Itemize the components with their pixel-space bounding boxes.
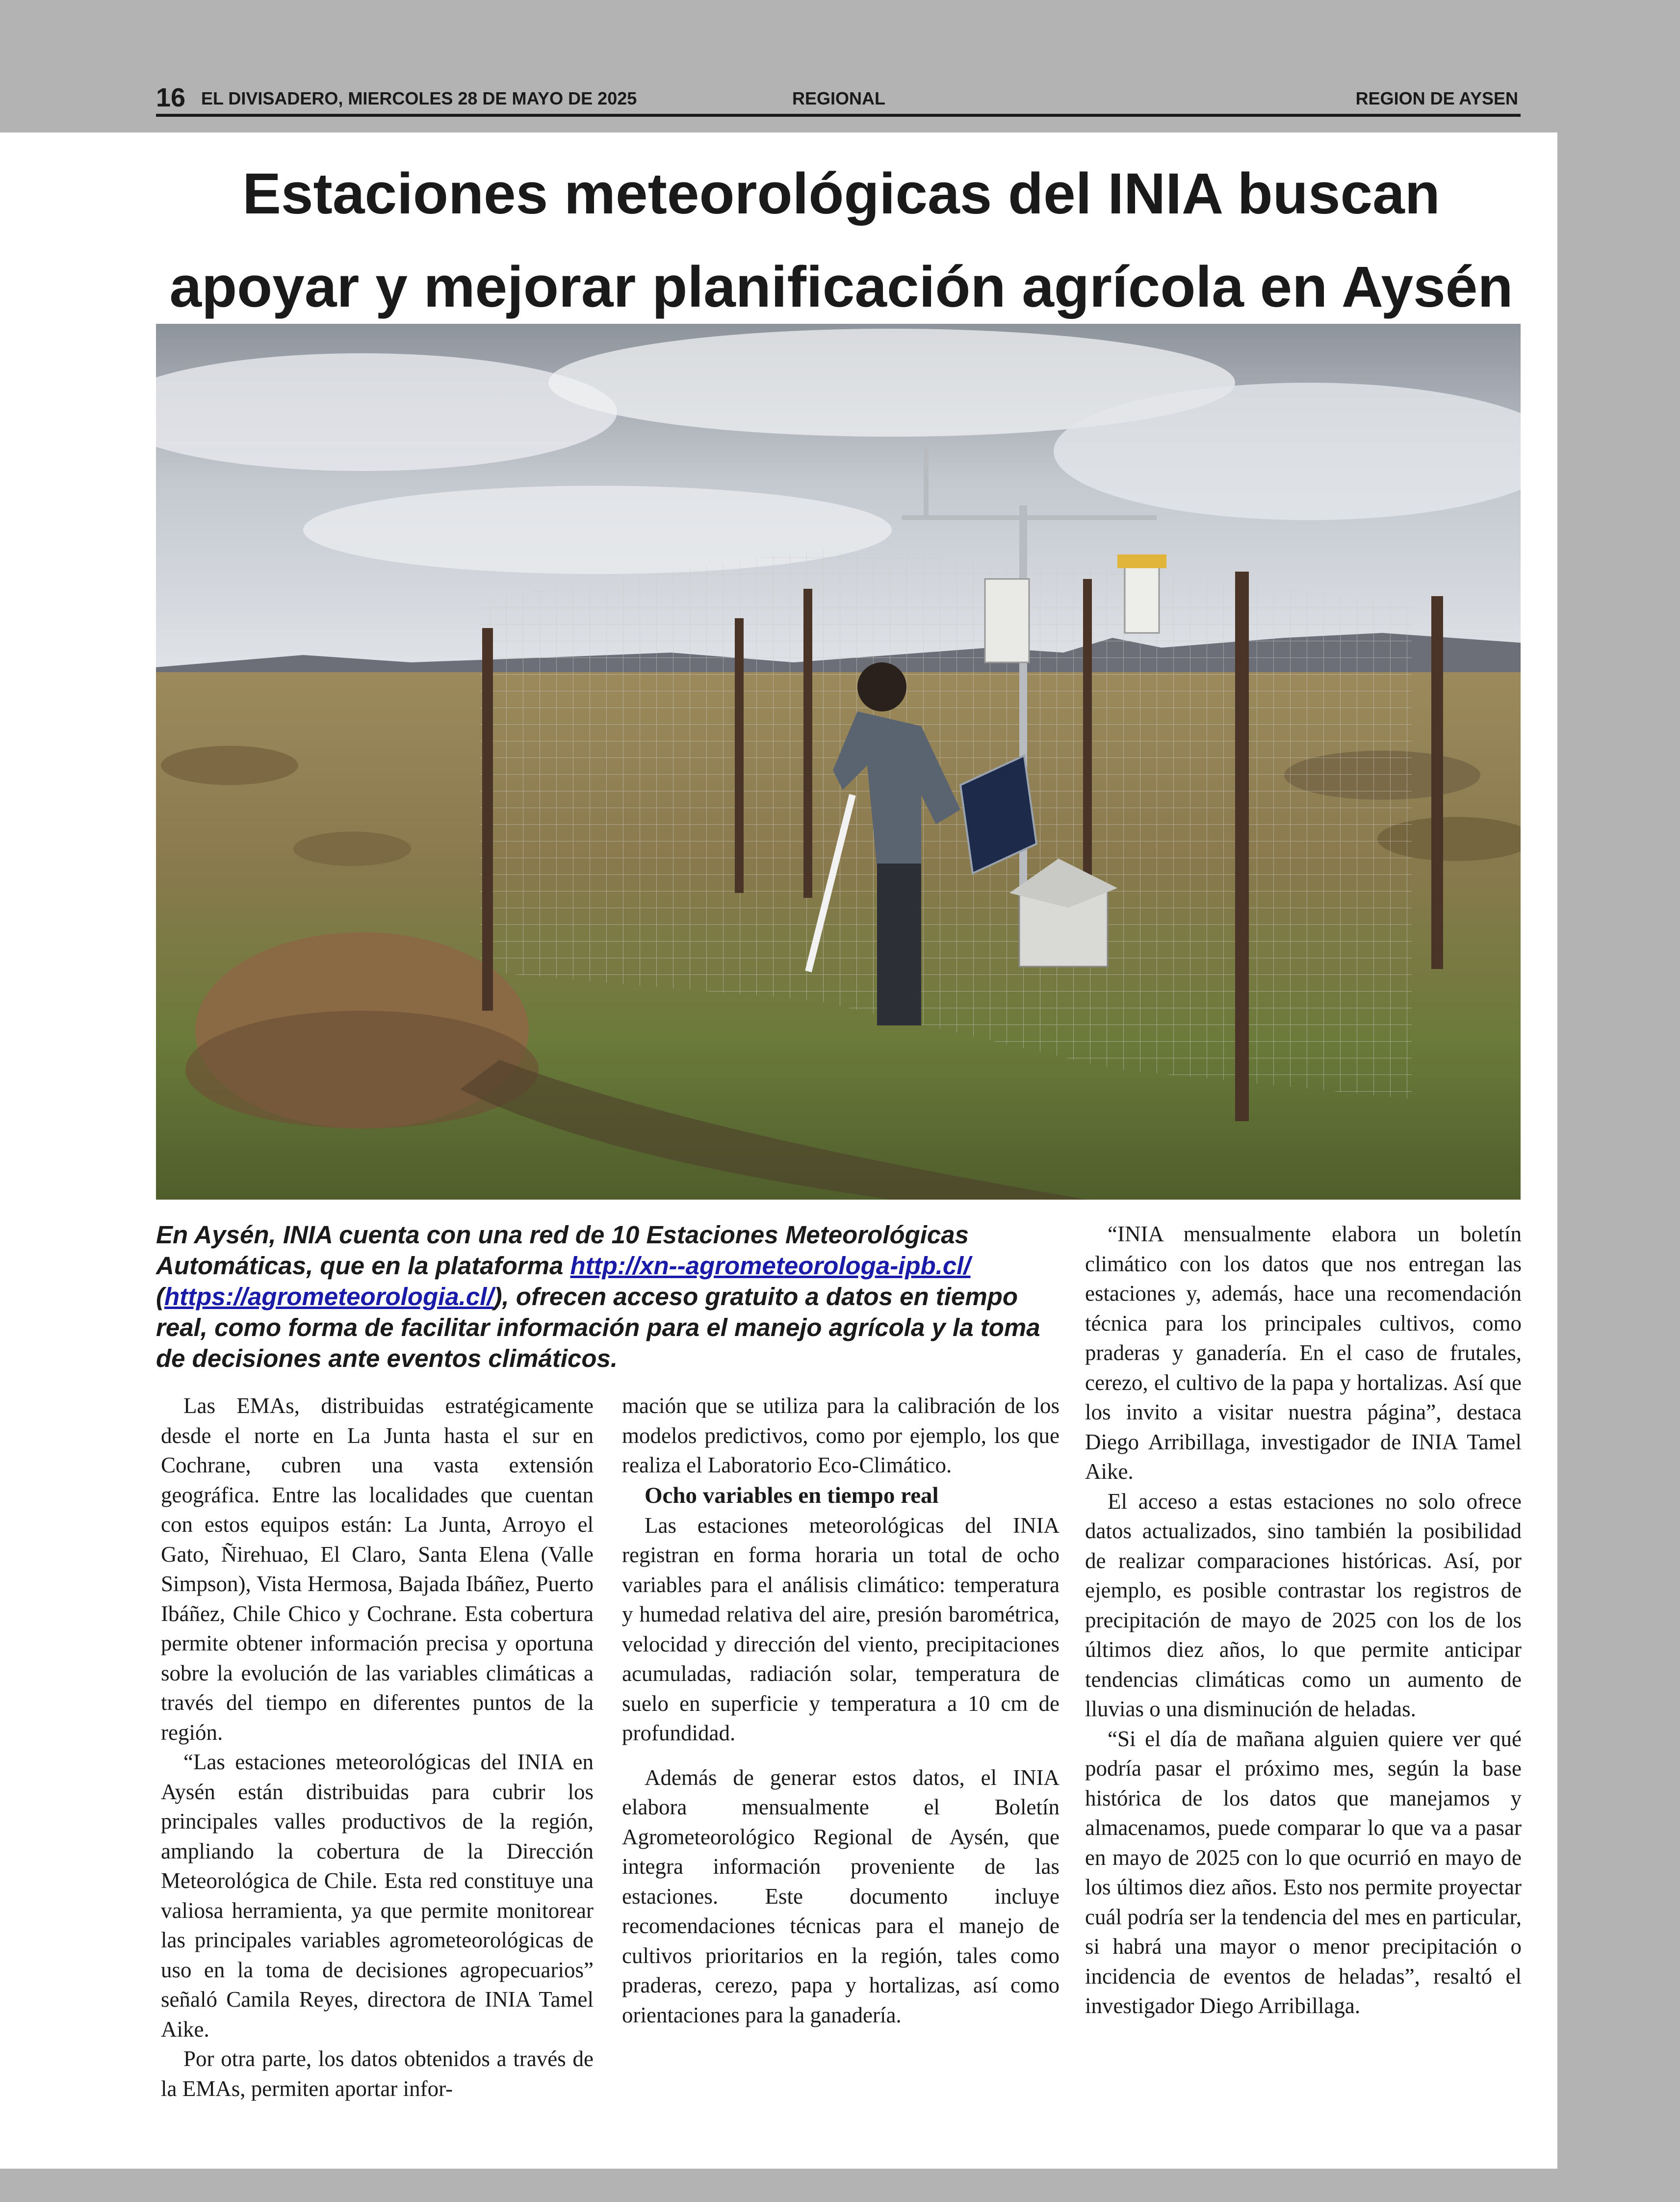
rain-gauge-top	[1117, 554, 1166, 568]
anemometer-pole	[924, 446, 929, 520]
agrometeorologia-punycode-link[interactable]: http://xn--agrometeorologa-ipb.cl/	[570, 1252, 971, 1280]
headline-line-2: apoyar y mejorar planificación agrícola en Aysén	[169, 255, 1513, 319]
section-label: REGIONAL	[792, 88, 886, 108]
foreground-mound-shadow	[185, 1011, 539, 1128]
caption-text-between: (	[156, 1283, 164, 1311]
headline-line-1: Estaciones meteorológicas del INIA buscan	[242, 161, 1440, 226]
paragraph: Las EMAs, distribuidas estratégicamente desde el norte en La Junta hasta el sur en Cochrane, cubren una vasta extensión geográfica. Entre las localidades que cuentan con estos equipos están: La Junta, Arroyo el Gato, Ñirehuao, El Claro, Santa Elena (Valle Simpson), Vista Hermosa, Bajada Ibáñez, Puerto Ibáñez, Chile Chico y Cochrane. Esta cobertura permite obtener información precisa y oportuna sobre la evolución de las variables climáticas a través del tiempo en diferentes puntos de la región.	[161, 1393, 594, 1745]
crossarm	[902, 515, 1157, 520]
weather-station-photo	[156, 324, 1521, 1200]
station-mast	[1019, 505, 1027, 927]
fence-post	[735, 618, 744, 893]
shrub-mound	[293, 832, 411, 866]
paragraph: El acceso a estas estaciones no solo ofrece datos actualizados, sino también la posibilidad de realizar comparaciones históricas. Así, por ejemplo, es posible contrastar los registros de precipitación de mayo de 2025 con los de los últimos diez años, lo que permite anticipar tendencias climáticas como un aumento de lluvias o una disminución de heladas.	[1085, 1489, 1522, 1721]
page-header-band	[0, 0, 1680, 132]
agrometeorologia-link[interactable]: https://agrometeorologia.cl/	[164, 1283, 494, 1311]
technician-legs	[877, 864, 921, 1025]
fence-post	[803, 589, 812, 898]
paragraph: Las estaciones meteorológicas del INIA registran en forma horaria un total de ocho variables para el análisis climático: temperatura y humedad relativa del aire, presión barométrica, velocidad y dirección del viento, precipitaciones acumuladas, radiación solar, temperatura de suelo en superficie y temperatura a 10 cm de profundidad.	[622, 1513, 1060, 1745]
fence-post	[1083, 579, 1092, 922]
page-number: 16	[156, 83, 186, 112]
headline	[74, 147, 1609, 334]
technician-head	[857, 662, 906, 711]
fence-post	[1235, 572, 1249, 1121]
paragraph: Además de generar estos datos, el INIA elabora mensualmente el Boletín Agrometeorológico Regional de Aysén, que integra información proveniente de las estaciones. Este documento incluye recomendaciones técnicas para el manejo de cultivos prioritarios en la región, tales como praderas, cerezo, papa y hortalizas, así como orientaciones para la ganadería.	[622, 1765, 1060, 2027]
body-column-2	[622, 1391, 1060, 2030]
body-column-3	[1085, 1219, 1522, 2021]
photo-illustration	[156, 324, 1521, 1200]
paragraph: “INIA mensualmente elabora un boletín climático con los datos que nos entregan las estaciones y, además, hace una recomendación técnica para los principales cultivos, como praderas y ganadería. En el caso de frutales, cerezo, el cultivo de la papa y hortalizas. Así que los invito a visitar nuestra página”, destaca Diego Arribillaga, investigador de INIA Tamel Aike.	[1085, 1222, 1522, 1484]
logger-box	[985, 579, 1029, 662]
region-label: REGION DE AYSEN	[1355, 88, 1518, 108]
header-rule	[156, 114, 1521, 117]
body-column-1	[161, 1391, 594, 2103]
paragraph: “Si el día de mañana alguien quiere ver qué podría pasar el próximo mes, según la base histórica de los datos que manejamos y almacenamos, puede comparar lo que va a pasar en mayo de 2025 con lo que ocurrió en mayo de los últimos diez años. Esto nos permite proyectar cuál podría ser la tendencia del mes en particular, si habrá una mayor o menor precipitación o incidencia de eventos de heladas”, resaltó el investigador Diego Arribillaga.	[1085, 1726, 1522, 2018]
paragraph: mación que se utiliza para la calibración de los modelos predictivos, como por ejemplo, los que realiza el Laboratorio Eco-Climático.	[622, 1393, 1060, 1477]
shrub-mound	[161, 746, 298, 785]
fence-post	[1431, 596, 1443, 969]
photo-caption	[156, 1219, 1068, 1374]
caption-text-end: ), ofrecen acceso gratuito a datos en tiempo real, como forma de facilitar información para el manejo agrícola y la toma de decisiones ante eventos climáticos.	[156, 1283, 1040, 1372]
publication-date: EL DIVISADERO, MIERCOLES 28 DE MAYO DE 2025	[201, 88, 637, 108]
subheading: Ocho variables en tiempo real	[645, 1482, 939, 1508]
paragraph: “Las estaciones meteorológicas del INIA en Aysén están distribuidas para cubrir los principales valles productivos de la región, ampliando la cobertura de la Dirección Meteorológica de Chile. Esta red constituye una valiosa herramienta, ya que permite monitorear las principales variables agrometeorológicas de uso en la toma de decisiones agropecuarios” señaló Camila Reyes, directora de INIA Tamel Aike.	[161, 1750, 594, 2042]
paragraph: Por otra parte, los datos obtenidos a través de la EMAs, permiten aportar infor-	[161, 2046, 594, 2101]
fence-post	[482, 628, 493, 1011]
rain-gauge	[1125, 564, 1159, 633]
caption-text-start: En Aysén, INIA cuenta con una red de 10 Estaciones Meteorológicas Automáticas, que en la plataforma	[156, 1221, 969, 1280]
